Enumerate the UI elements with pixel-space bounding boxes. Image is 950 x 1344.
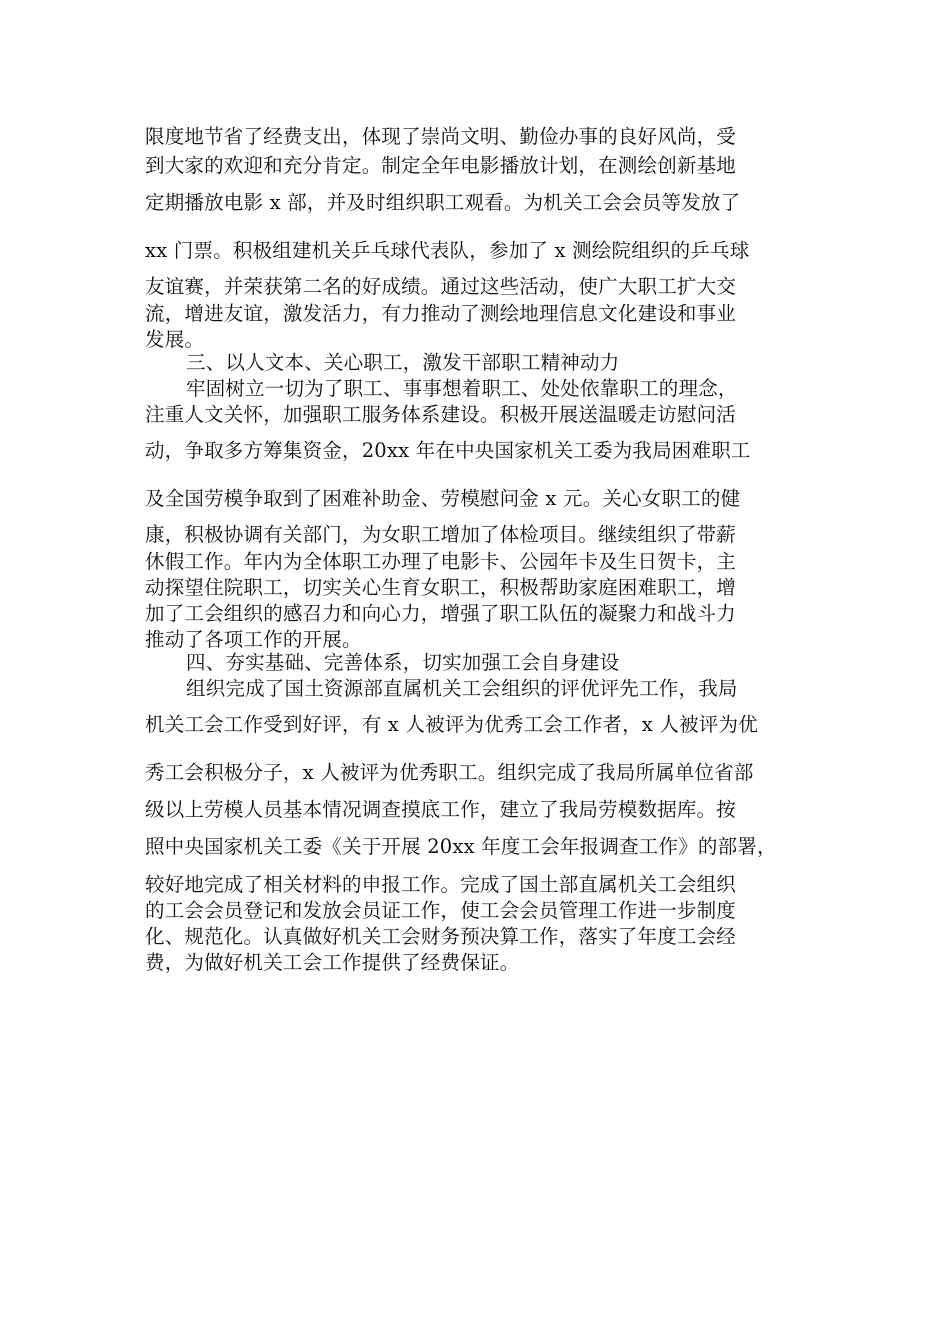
body-text-line: 休假工作。年内为全体职工办理了电影卡、公园年卡及生日贺卡，主 xyxy=(145,550,737,573)
body-text-line: 康，积极协调有关部门，为女职工增加了体检项目。继续组织了带薪 xyxy=(145,523,737,546)
body-text-line: 化、规范化。认真做好机关工会财务预决算工作，落实了年度工会经 xyxy=(145,925,737,948)
body-text-line: xx 门票。积极组建机关乒乓球代表队，参加了 x 测绘院组织的乒乓球 xyxy=(145,239,750,262)
body-text-line: 动探望住院职工，切实关心生育女职工，积极帮助家庭困难职工，增 xyxy=(145,576,737,599)
body-text-line: 费，为做好机关工会工作提供了经费保证。 xyxy=(145,951,520,974)
body-text-line: 定期播放电影 x 部，并及时组织职工观看。为机关工会会员等发放了 xyxy=(145,191,741,214)
body-text-line: 动，争取多方筹集资金，20xx 年在中央国家机关工委为我局困难职工 xyxy=(145,439,751,462)
body-text-line: 牢固树立一切为了职工、事事想着职工、处处依靠职工的理念， xyxy=(186,377,738,400)
body-text-line: 级以上劳模人员基本情况调查摸底工作，建立了我局劳模数据库。按 xyxy=(145,798,737,821)
body-text-line: 照中央国家机关工委《关于开展 20xx 年度工会年报调查工作》的部署， xyxy=(145,835,777,858)
section-heading: 三、以人文本、关心职工，激发干部职工精神动力 xyxy=(186,351,620,374)
body-text-line: 友谊赛，并荣获第二名的好成绩。通过这些活动，使广大职工扩大交 xyxy=(145,275,737,298)
body-text-line: 到大家的欢迎和充分肯定。制定全年电影播放计划，在测绘创新基地 xyxy=(145,154,737,177)
body-text-line: 流，增进友谊，激发活力，有力推动了测绘地理信息文化建设和事业 xyxy=(145,302,737,325)
body-text-line: 及全国劳模争取到了困难补助金、劳模慰问金 x 元。关心女职工的健 xyxy=(145,487,741,510)
body-text-line: 机关工会工作受到好评，有 x 人被评为优秀工会工作者，x 人被评为优 xyxy=(145,713,758,736)
body-text-line: 组织完成了国土资源部直属机关工会组织的评优评先工作，我局 xyxy=(186,677,738,700)
body-text-line: 推动了各项工作的开展。 xyxy=(145,628,362,651)
body-text-line: 的工会会员登记和发放会员证工作，使工会会员管理工作进一步制度 xyxy=(145,899,737,922)
body-text-line: 注重人文关怀，加强职工服务体系建设。积极开展送温暖走访慰问活 xyxy=(145,403,737,426)
body-text-line: 秀工会积极分子，x 人被评为优秀职工。组织完成了我局所属单位省部 xyxy=(145,761,754,784)
section-heading: 四、夯实基础、完善体系，切实加强工会自身建设 xyxy=(186,651,620,674)
body-text-line: 加了工会组织的感召力和向心力，增强了职工队伍的凝聚力和战斗力 xyxy=(145,602,737,625)
body-text-line: 限度地节省了经费支出，体现了崇尚文明、勤俭办事的良好风尚，受 xyxy=(145,125,737,148)
body-text-line: 较好地完成了相关材料的申报工作。完成了国土部直属机关工会组织 xyxy=(145,873,737,896)
body-text-line: 发展。 xyxy=(145,328,205,351)
